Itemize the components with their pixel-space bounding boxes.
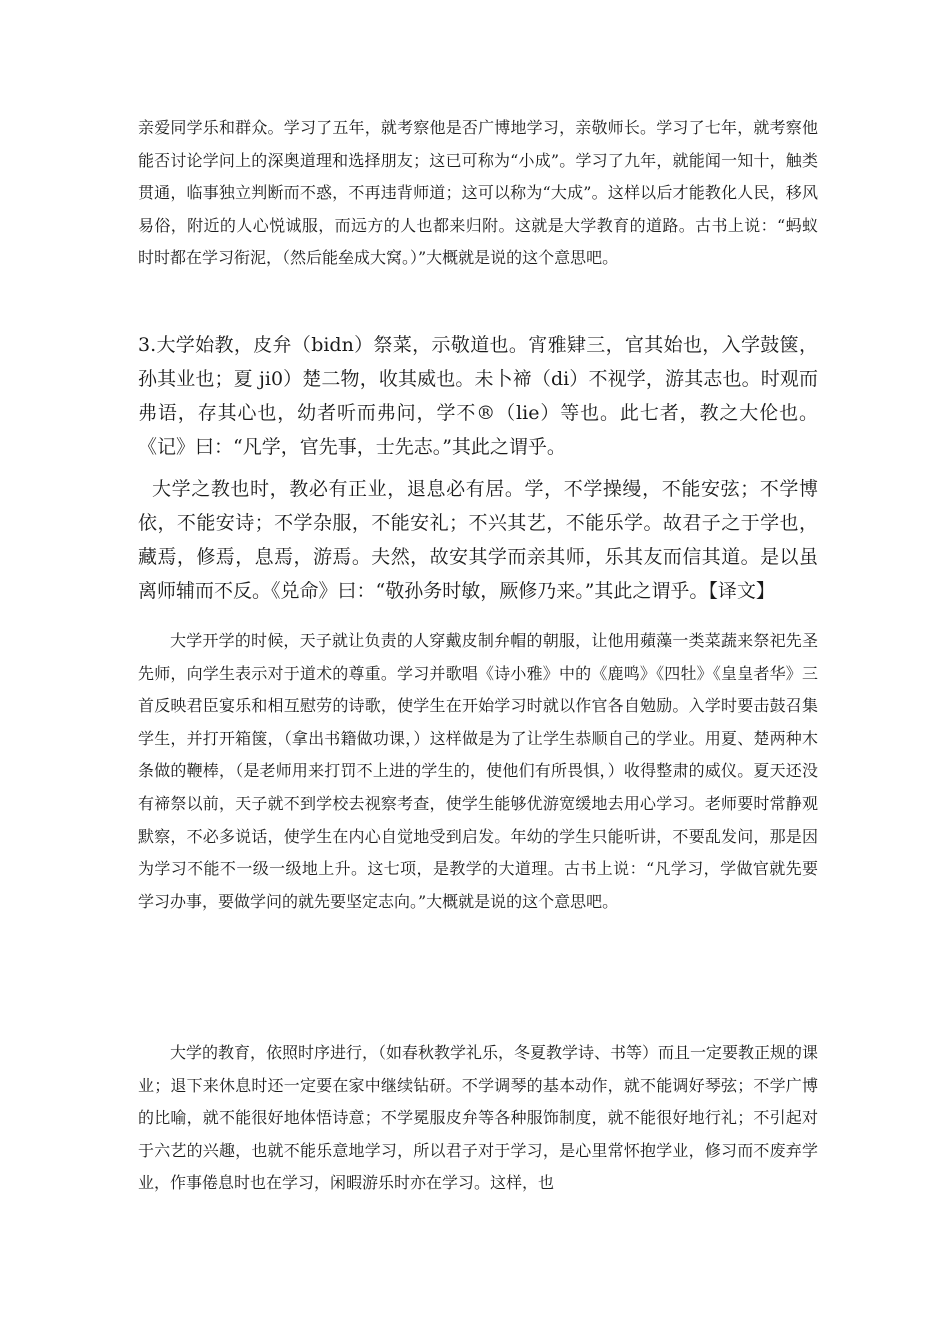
classical-text-paragraph-3: 3.大学始教，皮弁（bidn）祭菜，示敬道也。宵雅肄三，官其始也，入学鼓箧，孙其业也；夏 ji0）楚二物，收其威也。未卜禘（di）不视学，游其志也。时观而弗语，存其心也，幼者听而弗问，学不®（lie）等也。此七者，教之大伦也。《记》曰：“凡学，官先事，士先志。”其此之谓乎。 [138,334,818,458]
translation-paragraph-1: 亲爱同学乐和群众。学习了五年，就考察他是否广博地学习，亲敬师长。学习了七年，就考察他能否讨论学问上的深奥道理和选择朋友；这已可称为“小成”。学习了九年，就能闻一知十，触类贯通，临事独立判断而不惑，不再违背师道；这可以称为“大成”。这样以后才能教化人民，移风易俗，附近的人心悦诚服，而远方的人也都来归附。这就是大学教育的道路。古书上说：“蚂蚁时时都在学习衔泥，（然后能垒成大窝。）”大概就是说的这个意思吧。 [138,118,818,268]
translation-paragraph-3: 大学的教育，依照时序进行，（如春秋教学礼乐，冬夏教学诗、书等）而且一定要教正规的课业；退下来休息时还一定要在家中继续钻研。不学调琴的基本动作，就不能调好琴弦；不学广博的比喻，就不能很好地体悟诗意；不学冕服皮弁等各种服饰制度，就不能很好地行礼；不引起对于六艺的兴趣，也就不能乐意地学习，所以君子对于学习，是心里常怀抱学业，修习而不废弃学业，作事倦息时也在学习，闲暇游乐时亦在学习。这样，也 [138,1043,819,1193]
classical-text-paragraph-4: 大学之教也时，教必有正业，退息必有居。学，不学操缦，不能安弦；不学博依，不能安诗；不学杂服，不能安礼；不兴其艺，不能乐学。故君子之于学也，藏焉，修焉，息焉，游焉。夫然，故安其学而亲其师，乐其友而信其道。是以虽离师辅而不反。《兑命》曰：“敬孙务时敏，厥修乃来。”其此之谓乎。【译文】 [138,478,818,602]
translation-paragraph-2: 大学开学的时候，天子就让负责的人穿戴皮制弁帽的朝服，让他用蘋藻一类菜蔬来祭祀先圣先师，向学生表示对于道术的尊重。学习并歌唱《诗小雅》中的《鹿鸣》《四牡》《皇皇者华》三首反映君臣宴乐和相互慰劳的诗歌，使学生在开始学习时就以作官各自勉励。入学时要击鼓召集学生，并打开箱箧，（拿出书籍做功课，）这样做是为了让学生恭顺自己的学业。用夏、楚两种木条做的鞭棒，（是老师用来打罚不上进的学生的，使他们有所畏惧，）收得整肃的威仪。夏天还没有禘祭以前，天子就不到学校去视察考查，使学生能够优游宽缓地去用心学习。老师要时常静观默察，不必多说话，使学生在内心自觉地受到启发。年幼的学生只能听讲，不要乱发问，那是因为学习不能不一级一级地上升。这七项，是教学的大道理。古书上说：“凡学习，学做官就先要学习办事，要做学问的就先要坚定志向。”大概就是说的这个意思吧。 [138,631,818,911]
document-page [138,112,818,1200]
